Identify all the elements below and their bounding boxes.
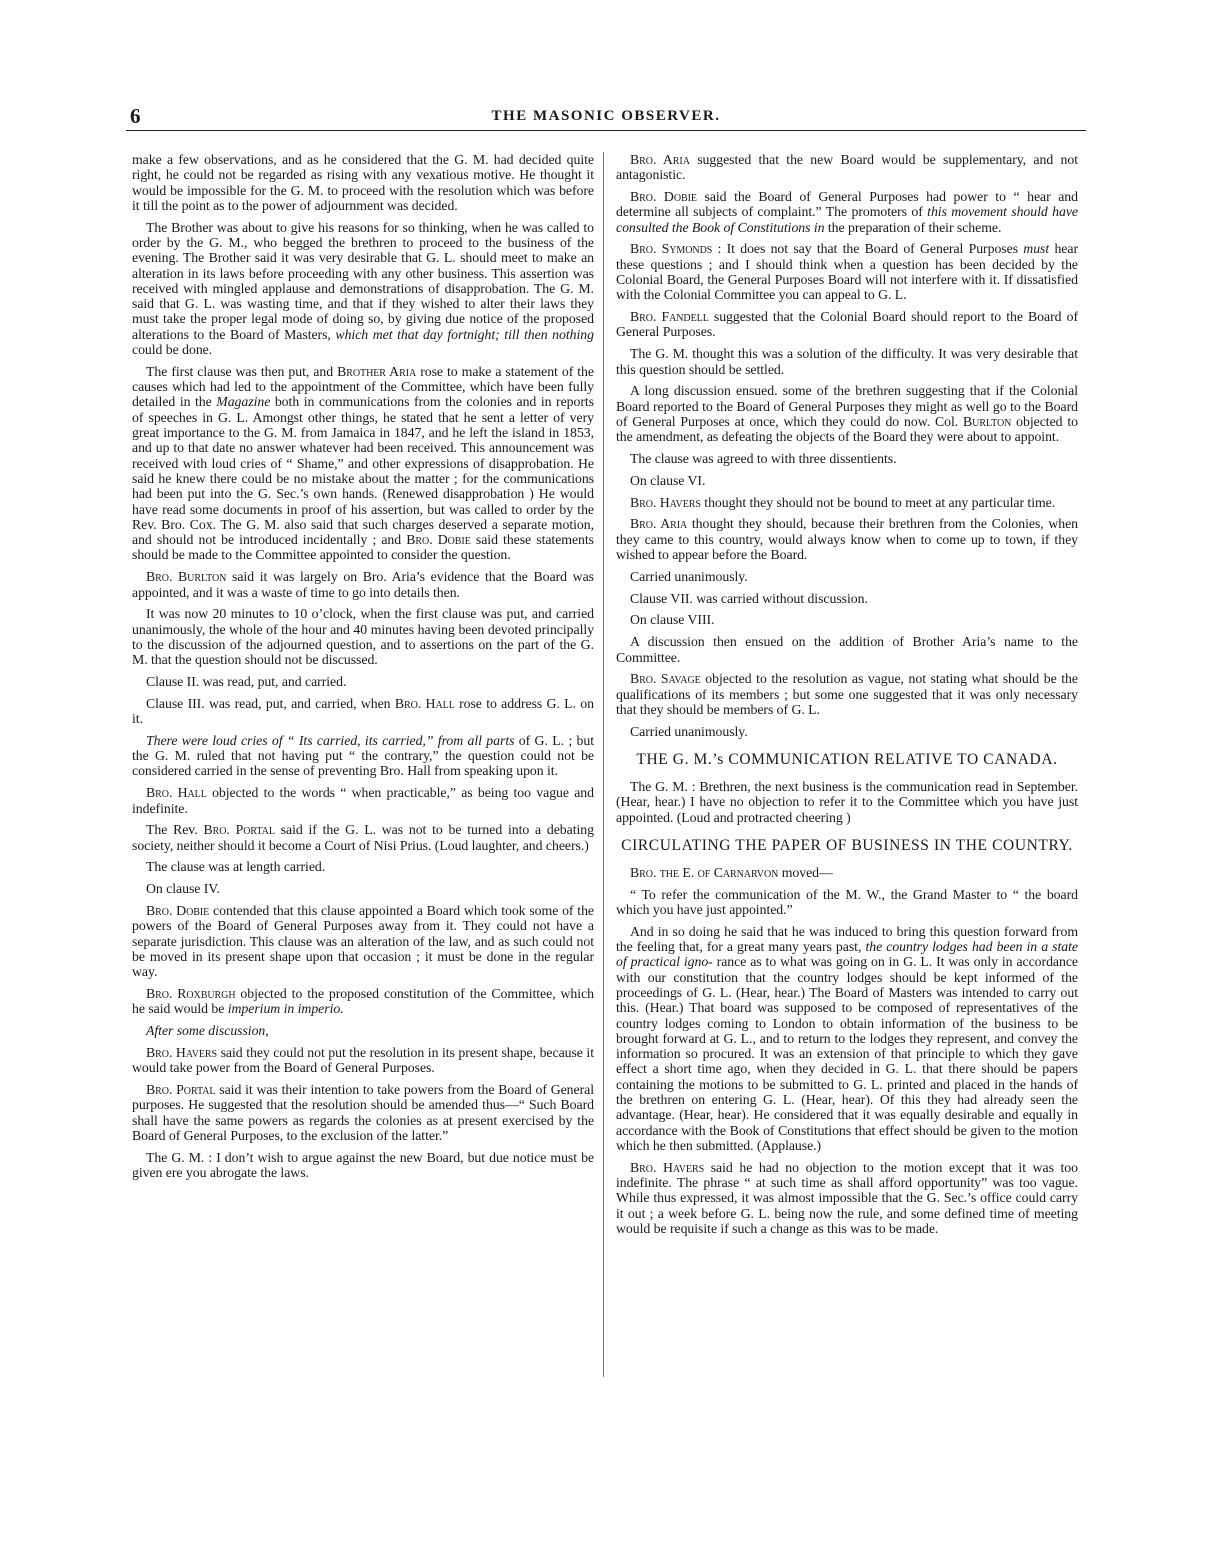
text-run: said it was their intention to take powers from the Board of General purposes. He suggested that the resolution should be amended thus—“ Such Board shall have the same powers as regards the colonies as at present exercised by the Board of General Purposes, to the exclusion of the latter.” [132, 1082, 594, 1143]
article-paragraph [132, 822, 594, 853]
text-run: Clause VII. was carried without discussion. [630, 590, 868, 606]
italic-text: After some discussion, [146, 1023, 269, 1039]
speaker-name: Bro. Hall [394, 695, 455, 711]
text-run: contended that this clause appointed a Board which took some of the powers of the Board of General Purposes away from it. They could not have a separate jurisdiction. This clause was an alteration of the law, and as such could not be moved in its present shape upon that occasion ; it must be done in the regular way. [132, 903, 594, 980]
right-column [616, 152, 1078, 1402]
article-paragraph [132, 903, 594, 979]
article-paragraph [616, 724, 1078, 739]
article-paragraph [616, 634, 1078, 665]
article-paragraph [132, 1150, 594, 1181]
speaker-name: Bro. Dobie [146, 903, 210, 919]
text-run: suggested that the Colonial Board should report to the Board of General Purposes. [616, 309, 1078, 340]
speaker-name: Bro. Dobie [406, 532, 471, 548]
italic-text: which met that day fortnight; till then nothing [335, 326, 594, 342]
article-paragraph [132, 881, 594, 896]
text-run: objected to the proposed constitution of the Committee, which he said would be [132, 986, 594, 1017]
text-run: said if the G. L. was not to be turned into a debating society, neither should it become a Court of Nisi Prius. (Loud laughter, and cheers.) [132, 822, 594, 853]
article-paragraph [616, 569, 1078, 584]
article-paragraph [132, 1082, 594, 1143]
text-run: both in communications from the colonies and in reports of speeches in G. L. Amongst other things, he stated that he sent a letter of very great importance to the G. M. from Jamaica in 1847, and he left the island in 1853, and up to that date no answer whatever had been received. This announcement was received with loud cries of “ Shame,” and other expressions of disapprobation. He said he knew there could be no mistake about the matter ; for the communications had been put into the G. Sec.’s own hands. (Renewed disapprobation ) He would have read some documents in proof of his assertion, but was called to order by the Rev. Bro. Cox. The G. M. also said that such charges deserved a separate motion, and should not be introduced incidentally ; and [132, 394, 594, 548]
article-paragraph [616, 591, 1078, 606]
article-paragraph [616, 346, 1078, 377]
article-paragraph [616, 887, 1078, 918]
article-paragraph [132, 1023, 594, 1038]
article-paragraph [132, 785, 594, 816]
text-run: “ To refer the communication of the M. W., the Grand Master to “ the board which you have just appointed.” [616, 886, 1078, 917]
article-paragraph [132, 1045, 594, 1076]
article-paragraph [616, 612, 1078, 627]
text-run: rose to address G. L. on it. [132, 695, 594, 727]
text-run: On clause VIII. [630, 612, 715, 628]
text-run: suggested that the new Board would be supplementary, and not antagonistic. [616, 152, 1078, 183]
speaker-name: Bro. Havers [630, 1159, 705, 1175]
text-run: It was now 20 minutes to 10 o’clock, when the first clause was put, and carried unanimously, the whole of the hour and 40 minutes having been devoted principally to the discussion of the adjourned question, and to assertions on the part of the G. M. that the question should not be discussed. [132, 606, 594, 668]
text-run: The first clause was then put, and [146, 363, 338, 379]
text-run: rance as to what was going on in G. L. It was only in accordance with our constitution that the country lodges should be kept informed of the proceedings of G. L. (Hear, hear.) The Board of Masters was intended to carry out this. (Hear.) That board was supposed to be composed of representatives of the country lodges coming to London to obtain information of the business to be brought forward at G. L., and to return to the lodges they represent, and convey the information so procured. It was an extension of that principle to which they gave effect a short time ago, when they decided in G. L. that there should be papers containing the motions to be submitted to G. L. printed and placed in the hands of the brethren on entering G. L. (Hear, hear). Of this they had already seen the advantage. (Hear, hear). He considered that it was equally desirable and equally in accordance with the Book of Constitutions that effect should be given to the motion which he then submitted. (Applause.) [616, 954, 1078, 1153]
text-run: objected to the amendment, as defeating the objects of the Board they were about to appoint. [616, 413, 1078, 445]
text-run: A discussion then ensued on the addition of Brother Aria’s name to the Committee. [616, 634, 1078, 665]
article-paragraph [132, 569, 594, 600]
article-paragraph [616, 241, 1078, 302]
text-run: said it was largely on Bro. Aria’s evidence that the Board was appointed, and it was a waste of time to go into details then. [132, 569, 594, 600]
italic-text: the country lodges had been in a state of practical igno- [616, 939, 1078, 970]
text-run: Clause III. was read, put, and carried, when [146, 695, 395, 711]
text-run: The clause was agreed to with three dissentients. [630, 451, 897, 467]
text-run: objected to the resolution as vague, not stating what should be the qualifications of its members ; but some one suggested that it was only necessary that they should be members of G. L. [616, 671, 1078, 717]
article-paragraph [132, 220, 594, 358]
speaker-name: Brother Aria [337, 363, 417, 379]
speaker-name: Bro. Aria [630, 516, 688, 532]
speaker-name: Burlton [963, 413, 1012, 429]
column-divider [603, 152, 604, 1377]
section-heading [616, 836, 1078, 855]
page-header [126, 104, 1086, 131]
text-run: could be done. [132, 342, 213, 358]
text-run: said he had no objection to the motion except that it was too indefinite. The phrase “ at such time as shall afford opportunity” was too vague. While thus expressed, it was almost impossible that the G. Sec.’s office could carry it out ; a week before G. L. being now the rule, and some defined time of meeting would be requisite if such a change as this was to be made. [616, 1159, 1078, 1236]
article-paragraph [132, 152, 594, 213]
text-run: Carried unanimously. [630, 723, 748, 739]
article-paragraph [616, 516, 1078, 562]
article-paragraph [132, 733, 594, 779]
speaker-name: Bro. Burlton [146, 569, 227, 585]
article-paragraph [616, 152, 1078, 183]
article-paragraph [616, 671, 1078, 717]
text-run: The clause was at length carried. [146, 859, 326, 875]
article-paragraph [616, 473, 1078, 488]
speaker-name: Bro. Dobie [630, 189, 697, 205]
text-run: The Rev. [146, 822, 204, 838]
article-paragraph [616, 451, 1078, 466]
speaker-name: Bro. Havers [146, 1044, 218, 1060]
text-run: moved— [778, 864, 833, 880]
left-column [132, 152, 594, 1402]
text-run: objected to the words “ when practicable,” as being too vague and indefinite. [132, 785, 594, 816]
text-run: The G. M. : Brethren, the next business is the communication read in September. (Hear, hear.) I have no objection to refer it to the Committee which you have just appointed. (Loud and protracted cheering ) [616, 779, 1078, 825]
text-run: On clause VI. [630, 472, 706, 488]
section-heading [616, 750, 1078, 769]
speaker-name: Bro. the E. of Carnarvon [630, 864, 779, 880]
text-run: The G. M. : I don’t wish to argue against the new Board, but due notice must be given ere you abrogate the laws. [132, 1149, 594, 1181]
text-run: CIRCULATING THE PAPER OF BUSINESS IN THE COUNTRY. [621, 836, 1073, 854]
article-paragraph [616, 924, 1078, 1153]
article-paragraph [132, 859, 594, 874]
article-paragraph [616, 189, 1078, 235]
text-run: of G. L. ; but the G. M. ruled that not having put “ the contrary,” the question could not be considered carried in the sense of preventing Bro. Hall from speaking upon it. [132, 732, 594, 779]
italic-text: this movement should have consulted the Book of Constitutions in [616, 204, 1078, 235]
article-paragraph [616, 383, 1078, 444]
speaker-name: Bro. Symonds [630, 241, 713, 257]
page-number: 6 [130, 104, 141, 128]
italic-text: Magazine [216, 394, 271, 410]
text-run: THE G. M.’s COMMUNICATION RELATIVE TO CANADA. [636, 751, 1058, 768]
text-run: make a few observations, and as he considered that the G. M. had decided quite right, he could not be regarded as rising with any vexatious motive. He thought it would be impossible for the G. M. to proceed with the resolution which was before it till the point as to the power of adjournment was decided. [132, 152, 594, 213]
running-title: THE MASONIC OBSERVER. [491, 108, 721, 124]
article-paragraph [616, 309, 1078, 340]
text-run: And in so doing he said that he was induced to bring this question forward from the feeling that, for a great many years past, [616, 923, 1078, 955]
speaker-name: Bro. Havers [630, 494, 701, 510]
text-run: said the Board of General Purposes had power to “ hear and determine all subjects of complaint.” The promoters of [616, 189, 1078, 220]
text-run: A long discussion ensued. some of the brethren suggesting that if the Colonial Board reported to the Board of General Purposes they might as well go to the Board of General Purposes at once, which they could do now. Col. [616, 383, 1078, 429]
text-run: hear these questions ; and I should think when a question has been decided by the Colonial Board, the General Purposes Board will not interfere with it. If dissatisfied with the Colonial Committee you can appeal to G. L. [616, 241, 1078, 303]
italic-text: must [1023, 241, 1050, 257]
text-run: : It does not say that the Board of General Purposes [712, 241, 1024, 257]
article-paragraph [132, 606, 594, 667]
text-run: said these statements should be made to the Committee appointed to consider the question. [132, 532, 594, 563]
speaker-name: Bro. Aria [630, 152, 690, 167]
speaker-name: Bro. Portal [146, 1082, 216, 1098]
article-paragraph [132, 986, 594, 1017]
text-run: the preparation of their scheme. [824, 219, 1002, 235]
article-paragraph [616, 779, 1078, 825]
speaker-name: Bro. Roxburgh [146, 986, 236, 1002]
text-run: The G. M. thought this was a solution of the difficulty. It was very desirable that this question should be settled. [616, 346, 1078, 377]
text-run: On clause IV. [146, 881, 220, 897]
article-paragraph [132, 364, 594, 563]
text-run: rose to make a statement of the causes which had led to the appointment of the Committee, which have been fully detailed in the [132, 363, 594, 410]
article-paragraph [616, 495, 1078, 510]
text-run: said they could not put the resolution in its present shape, because it would take power from the Board of General Purposes. [132, 1044, 594, 1076]
speaker-name: Bro. Hall [146, 785, 207, 801]
speaker-name: Bro. Portal [203, 822, 275, 838]
text-run: thought they should, because their brethren from the Colonies, when they came to this country, would always know when to come up to town, if they wished to appear before the Board. [616, 516, 1078, 563]
italic-text: imperium in imperio. [227, 1001, 344, 1017]
text-run: Clause II. was read, put, and carried. [146, 674, 347, 689]
text-run: thought they should not be bound to meet at any particular time. [700, 494, 1056, 510]
italic-text: There were loud cries of “ Its carried, its carried,” from all parts [146, 732, 515, 748]
text-run: The Brother was about to give his reasons for so thinking, when he was called to order by the G. M., who begged the brethren to proceed to the business of the evening. The Brother said it was very desirable that G. L. should meet to make an alteration in its laws before proceeding with any other business. This assertion was received with mingled applause and demonstrations of disapprobation. The G. M. said that G. L. was wasting time, and that if they wished to alter their laws they must take the proper legal mode of doing so, by giving due notice of the proposed alterations to the Board of Masters, [132, 219, 594, 342]
article-paragraph [616, 865, 1078, 880]
speaker-name: Bro. Savage [630, 671, 701, 687]
article-paragraph [132, 696, 594, 727]
article-paragraph [616, 1160, 1078, 1236]
speaker-name: Bro. Fandell [630, 309, 709, 325]
text-run: Carried unanimously. [630, 568, 748, 584]
article-paragraph [132, 674, 594, 689]
